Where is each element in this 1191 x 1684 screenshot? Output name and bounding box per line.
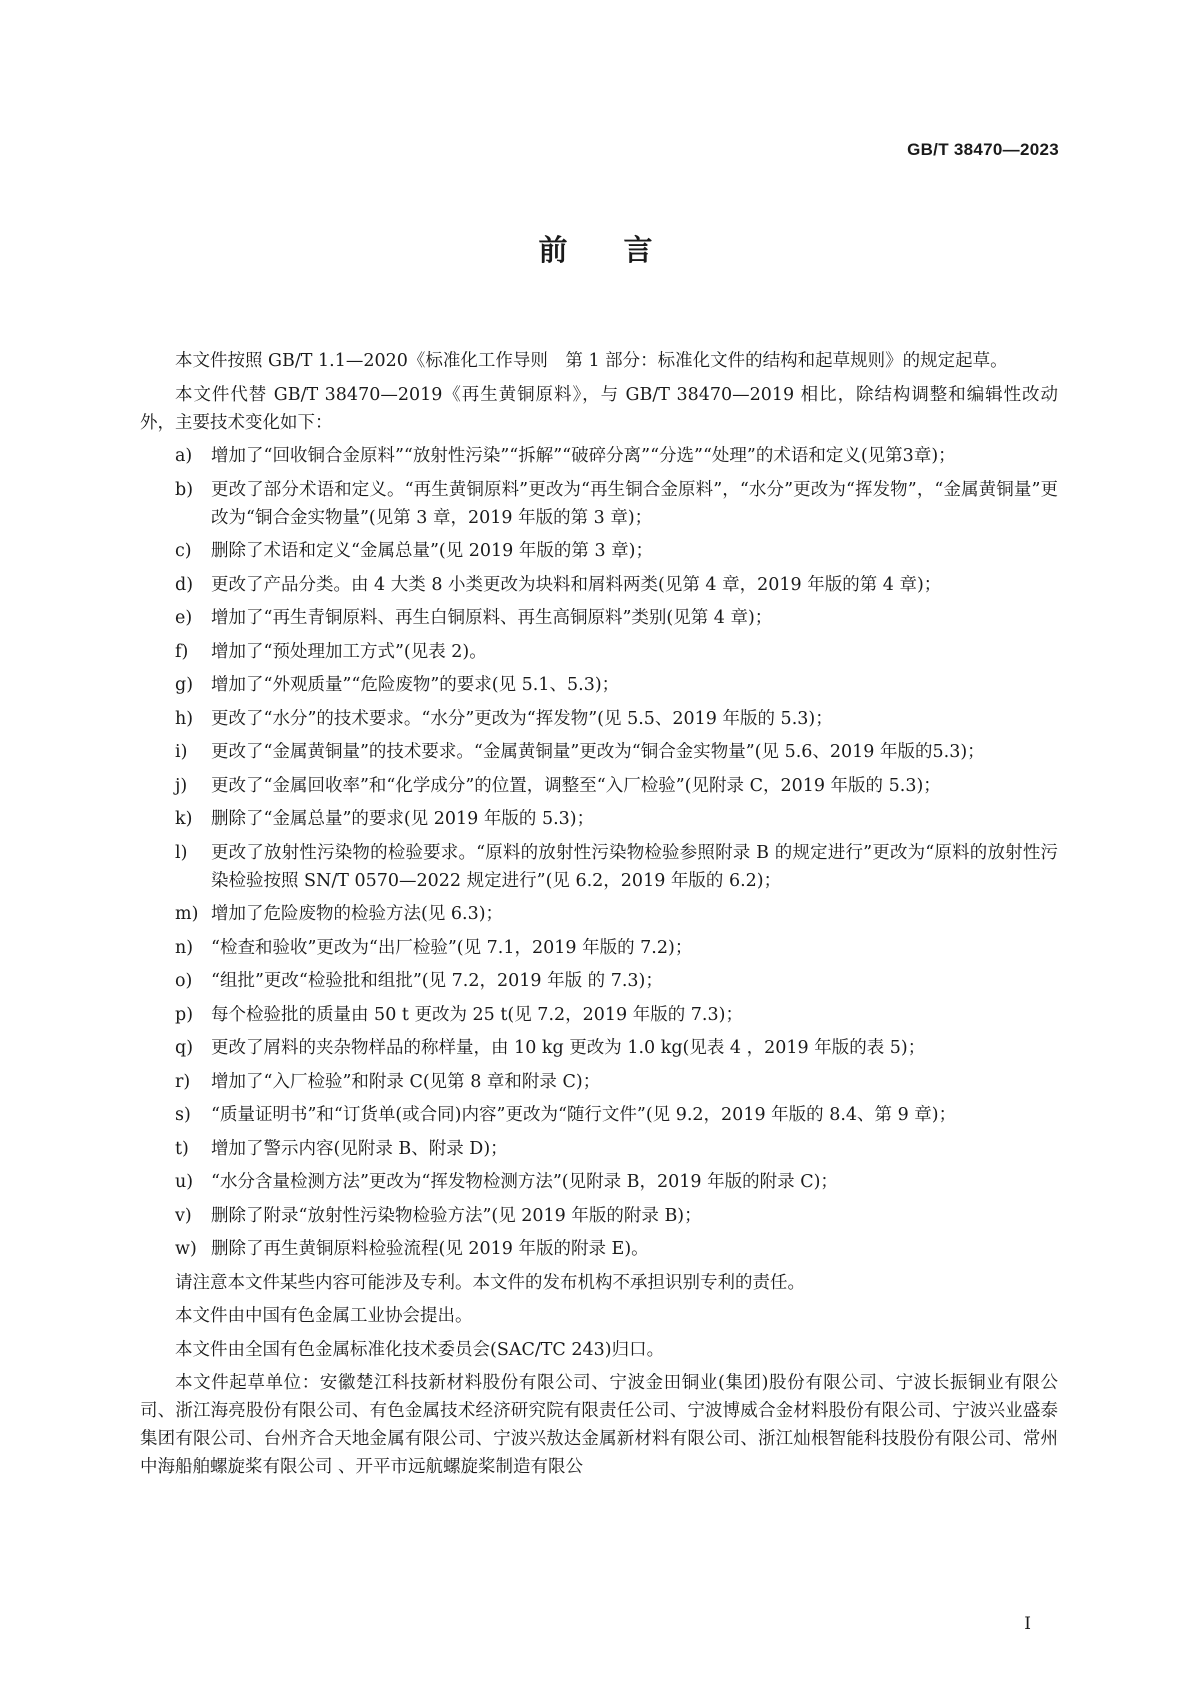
change-label: d) xyxy=(175,574,194,595)
change-item-b xyxy=(140,476,1058,532)
change-item-k xyxy=(140,805,1058,833)
change-text: 删除了“金属总量”的要求(见 2019 年版的 5.3)； xyxy=(211,809,595,829)
change-item-g xyxy=(140,671,1058,699)
change-item-q xyxy=(140,1034,1058,1062)
change-text: 更改了“金属回收率”和“化学成分”的位置，调整至“入厂检验”(见附录 C，2019 年版的 5.3)； xyxy=(211,775,941,796)
change-item-f xyxy=(140,638,1058,666)
change-label: q) xyxy=(175,1038,194,1058)
paragraph-proposer: 本文件由中国有色金属工业协会提出。 xyxy=(175,1306,473,1326)
change-text: 更改了产品分类。由 4 大类 8 小类更改为块料和屑料两类(见第 4 章，2019 年版的第 4 章)； xyxy=(211,574,942,595)
change-label: i) xyxy=(175,742,188,762)
change-text: “水分含量检测方法”更改为“挥发物检测方法”(见附录 B，2019 年版的附录 C)； xyxy=(211,1172,838,1192)
change-item-c xyxy=(140,537,1058,565)
page-number: I xyxy=(1024,1614,1031,1634)
change-text: 删除了附录“放射性污染物检验方法”(见 2019 年版的附录 B)； xyxy=(211,1205,702,1226)
change-text: 增加了危险废物的检验方法(见 6.3)； xyxy=(211,904,504,924)
paragraph-drafting-basis: 本文件按照 GB/T 1.1—2020《标准化工作导则 第 1 部分：标准化文件的结构和起草规则》的规定起草。 xyxy=(175,351,1008,371)
change-item-j xyxy=(140,772,1058,800)
change-item-p xyxy=(140,1001,1058,1029)
change-label: u) xyxy=(175,1172,194,1192)
change-item-m xyxy=(140,900,1058,928)
change-label: t) xyxy=(175,1138,189,1159)
change-text: 增加了警示内容(见附录 B、附录 D)； xyxy=(211,1138,508,1159)
change-text: 增加了“外观质量”“危险废物”的要求(见 5.1、5.3)； xyxy=(211,675,620,695)
change-label: h) xyxy=(175,708,194,729)
change-text: “检查和验收”更改为“出厂检验”(见 7.1，2019 年版的 7.2)； xyxy=(211,937,693,958)
change-item-d xyxy=(140,571,1058,599)
change-label: c) xyxy=(175,541,192,561)
change-label: f) xyxy=(175,641,189,662)
paragraph-patent-notice: 请注意本文件某些内容可能涉及专利。本文件的发布机构不承担识别专利的责任。 xyxy=(175,1272,805,1293)
change-item-w xyxy=(140,1235,1058,1263)
change-label: j) xyxy=(175,775,188,796)
change-item-n xyxy=(140,934,1058,962)
change-text: 增加了“入厂检验”和附录 C(见第 8 章和附录 C)； xyxy=(211,1071,601,1092)
change-text: 增加了“再生青铜原料、再生白铜原料、再生高铜原料”类别(见第 4 章)； xyxy=(211,608,773,628)
change-text: 删除了术语和定义“金属总量”(见 2019 年版的第 3 章)； xyxy=(211,541,653,561)
change-label: g) xyxy=(175,675,194,695)
change-item-s xyxy=(140,1101,1058,1129)
change-label: e) xyxy=(175,608,193,628)
paragraph-drafting-units: 本文件起草单位：安徽楚江科技新材料股份有限公司、宁波金田铜业(集团)股份有限公司、宁波长振铜业有限公司、浙江海亮股份有限公司、有色金属技术经济研究院有限责任公司、宁波博威合金材料股份有限公司、宁波兴业盛泰集团有限公司、台州齐合天地金属有限公司、宁波兴敖达金属新材料有限公司、浙江灿根智能科技股份有限公司、常州中海船舶螺旋桨有限公司 、开平市远航螺旋桨制造有限公 xyxy=(140,1373,1058,1477)
change-label: a) xyxy=(175,446,193,466)
change-label: v) xyxy=(175,1205,192,1226)
change-item-t xyxy=(140,1135,1058,1163)
change-label: s) xyxy=(175,1105,191,1125)
change-text: 更改了“水分”的技术要求。“水分”更改为“挥发物”(见 5.5、2019 年版的 5.3)； xyxy=(211,708,833,729)
change-item-i xyxy=(140,738,1058,766)
change-text: 每个检验批的质量由 50 t 更改为 25 t(见 7.2，2019 年版的 7.3)； xyxy=(211,1004,743,1025)
change-item-a xyxy=(140,442,1058,470)
change-text: 增加了“回收铜合金原料”“放射性污染”“拆解”“破碎分离”“分选”“处理”的术语和定义(见第3章)； xyxy=(211,446,956,466)
page-title: 前言 xyxy=(538,233,709,267)
document-body xyxy=(140,347,1058,1487)
change-text: 增加了“预处理加工方式”(见表 2)。 xyxy=(211,641,487,662)
change-label: w) xyxy=(175,1239,197,1259)
change-item-v xyxy=(140,1202,1058,1230)
change-text: 更改了部分术语和定义。“再生黄铜原料”更改为“再生铜合金原料”，“水分”更改为“挥发物”，“金属黄铜量”更改为“铜合金实物量”(见第 3 章，2019 年版的第 3 章)； xyxy=(211,479,1058,528)
change-text: 更改了“金属黄铜量”的技术要求。“金属黄铜量”更改为“铜合金实物量”(见 5.6、2019 年版的5.3)； xyxy=(211,742,985,762)
change-label: r) xyxy=(175,1071,191,1092)
change-item-r xyxy=(140,1068,1058,1096)
change-text: 删除了再生黄铜原料检验流程(见 2019 年版的附录 E)。 xyxy=(211,1239,649,1259)
change-item-u xyxy=(140,1168,1058,1196)
changes-list xyxy=(140,442,1058,1263)
change-label: k) xyxy=(175,809,193,829)
change-label: p) xyxy=(175,1004,194,1025)
change-item-h xyxy=(140,705,1058,733)
change-label: l) xyxy=(175,842,188,863)
change-item-l xyxy=(140,839,1058,895)
change-label: b) xyxy=(175,479,194,500)
change-text: 更改了放射性污染物的检验要求。“原料的放射性污染物检验参照附录 B 的规定进行”更改为“原料的放射性污染检验按照 SN/T 0570—2022 规定进行”(见 6.2，2019 年版的 6.2)； xyxy=(211,842,1058,891)
change-label: n) xyxy=(175,937,194,958)
change-label: o) xyxy=(175,971,193,991)
standard-code: GB/T 38470—2023 xyxy=(907,140,1059,159)
change-text: 更改了屑料的夹杂物样品的称样量，由 10 kg 更改为 1.0 kg(见表 4 ，2019 年版的表 5)； xyxy=(211,1038,926,1058)
change-label: m) xyxy=(175,904,199,924)
change-item-o xyxy=(140,967,1058,995)
paragraph-replacement: 本文件代替 GB/T 38470—2019《再生黄铜原料》，与 GB/T 38470—2019 相比，除结构调整和编辑性改动外，主要技术变化如下： xyxy=(140,384,1058,433)
paragraph-committee: 本文件由全国有色金属标准化技术委员会(SAC/TC 243)归口。 xyxy=(175,1339,665,1360)
change-text: “组批”更改“检验批和组批”(见 7.2，2019 年版 的 7.3)； xyxy=(211,971,663,991)
change-item-e xyxy=(140,604,1058,632)
change-text: “质量证明书”和“订货单(或合同)内容”更改为“随行文件”(见 9.2，2019 年版的 8.4、第 9 章)； xyxy=(211,1105,957,1125)
